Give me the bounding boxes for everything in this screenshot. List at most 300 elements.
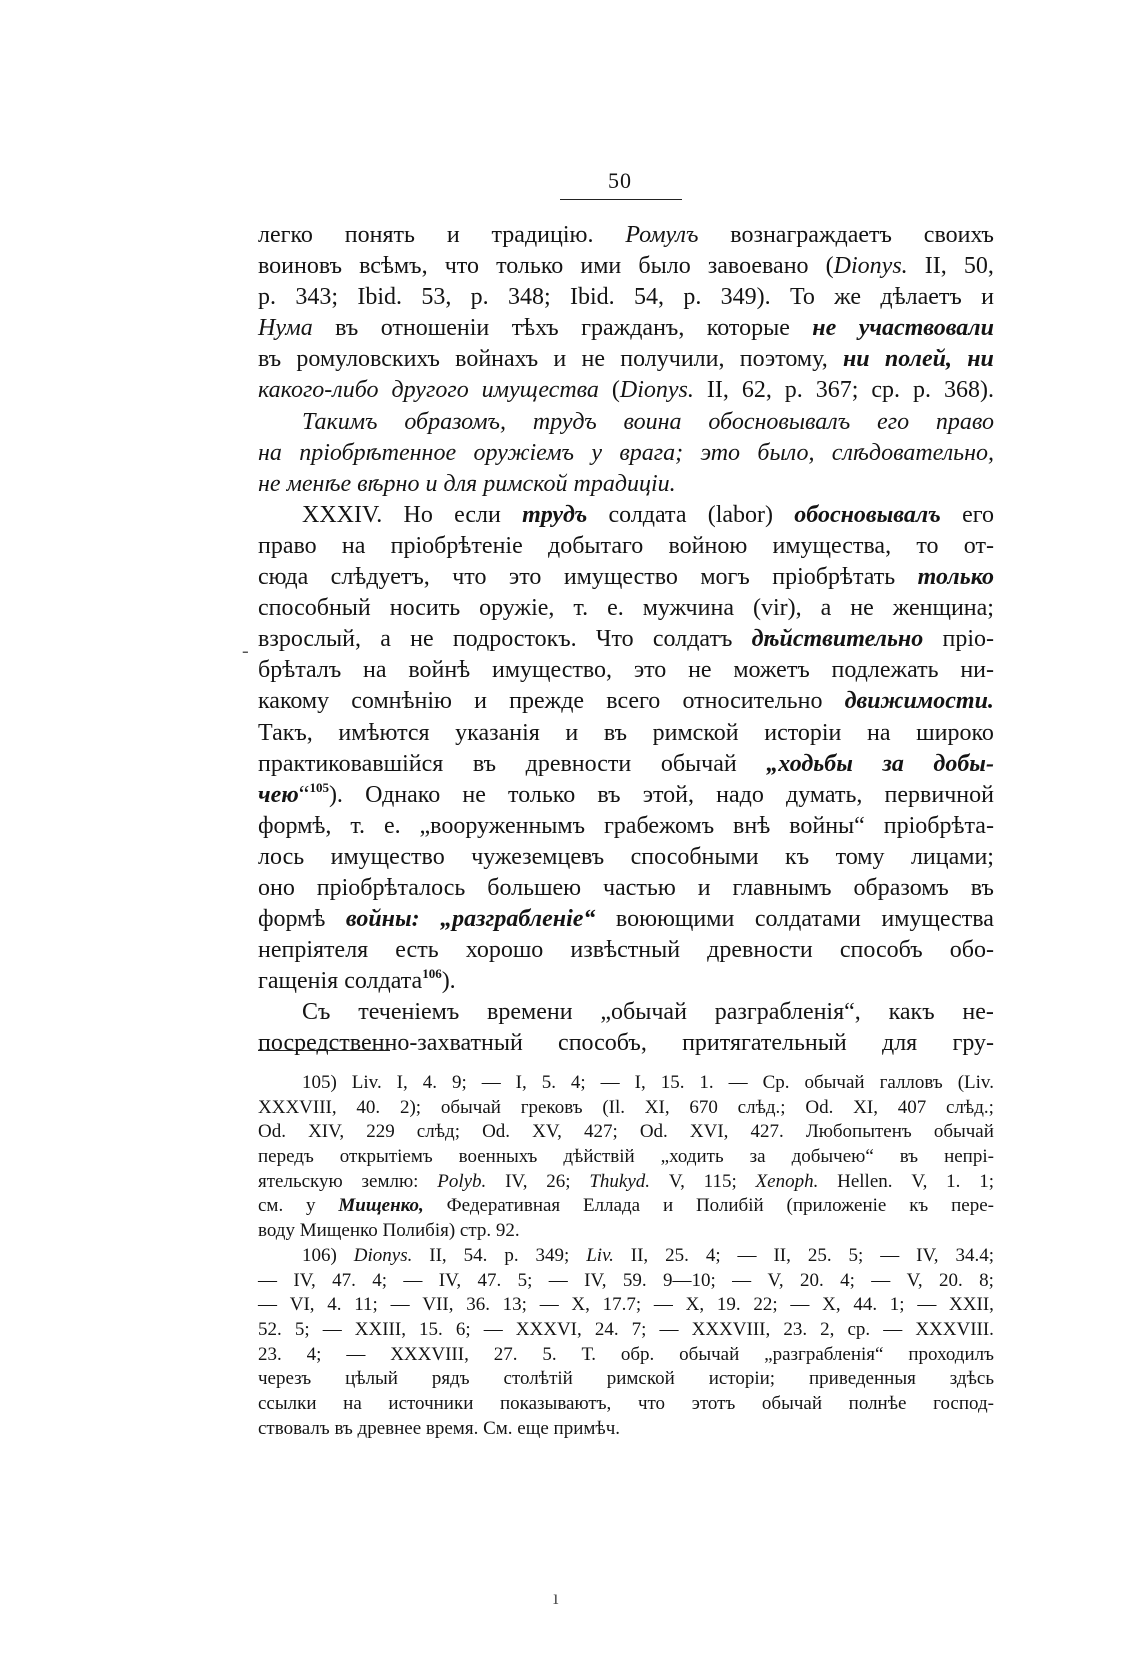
word-group [354,1294,378,1316]
word-group [474,688,487,715]
word-group [358,999,459,1026]
word-group [591,440,602,467]
word: — [917,1294,937,1316]
word-group [357,284,402,311]
word-group [487,875,581,902]
word-group [302,1245,337,1267]
word-group [296,346,440,373]
word: 50, [963,253,994,280]
word: на [343,1392,362,1414]
word-group [526,751,632,778]
word: „вооруженнымъ [419,812,586,839]
word-group [258,1319,282,1341]
word-group [696,1195,764,1217]
word-group [738,1097,786,1119]
word: (приложеніе [786,1195,887,1217]
word-group [964,533,994,560]
text-line [258,626,994,657]
word-group [634,284,664,311]
word-group [889,999,935,1026]
word-group [918,564,994,591]
word: легко [258,222,313,248]
word: ни [842,346,870,373]
word-group [669,1171,685,1193]
word-group [482,377,599,404]
word-group [453,626,577,653]
word-group [707,377,729,404]
word: — [728,1072,748,1093]
word: 427. [750,1121,784,1143]
word-group [692,1393,736,1415]
word: 5; [848,1244,864,1266]
word-group [924,222,994,249]
word: 229 [366,1121,395,1143]
word: теченіемъ [358,999,460,1026]
word: т. [350,812,366,839]
word: исторіи [764,719,842,746]
text-line [258,968,994,999]
word: и [425,470,438,497]
text-line [258,440,994,471]
word-group [586,1245,614,1267]
word: и [981,284,994,311]
word-group [845,688,994,715]
word-group [967,346,994,373]
word: V, [668,1170,685,1192]
word-group [981,284,994,311]
word: Ibid. [357,284,402,311]
text-line [258,1030,994,1061]
word: имущества, [772,532,892,559]
word-group [558,1030,647,1057]
word-group [334,1418,352,1440]
word: исторіи; [708,1368,776,1390]
word: черезъ [258,1368,312,1390]
word: только [508,781,576,808]
word-group [604,813,714,840]
word-group [439,1270,461,1292]
word: 53, [421,284,452,311]
word: обычай [804,1072,865,1093]
text-line [258,377,994,408]
footnote-line [258,1418,994,1443]
word-group [837,1171,892,1193]
word: — [790,1294,810,1316]
word-group [849,1393,907,1415]
word-group [258,440,282,467]
word-group [900,1146,918,1168]
word: слѣд.; [946,1096,994,1118]
word-group [612,377,694,404]
word-group [335,315,358,342]
word-group [944,377,994,404]
word: это [508,564,542,591]
word-group [738,1245,757,1267]
word-group [631,844,759,871]
word: которые [706,315,790,342]
word: Liv. [586,1244,614,1266]
word-group [484,1319,503,1341]
word: сомнѣнію [351,688,452,715]
word: не [850,595,874,622]
word: Od. [805,1096,834,1118]
word: и [565,719,579,746]
word: оружіемъ [473,439,575,466]
word: „ходьбы [766,750,853,777]
word: древности [525,750,632,777]
word: передъ [258,1146,314,1168]
word: въ [472,750,497,777]
word-group [580,253,621,280]
word: „разграбленія“ [764,1343,884,1365]
word: и [697,874,711,901]
word: войнахъ [455,346,539,373]
word-group [596,626,634,653]
word-group [357,471,419,498]
text-line [258,222,994,253]
word: 4. [422,1072,437,1093]
word-group [500,1393,611,1415]
word-group [571,1294,589,1316]
word: для [881,1030,918,1057]
word: всѣмъ, [359,253,428,280]
word-group [496,1220,520,1242]
word-group [949,1294,994,1316]
word-group [624,409,682,436]
word: въ [334,1417,353,1439]
word-group [343,1393,362,1415]
word: XXXVIII, [691,1318,771,1340]
word-group [958,1072,994,1094]
word: Что [595,626,634,653]
word: Но [403,501,433,528]
word-group [421,284,451,311]
word: приведенныя [809,1368,916,1390]
word: на [341,532,366,559]
word: добы- [933,750,994,777]
word-group [445,253,479,280]
word-group [554,1418,620,1440]
word: что [444,253,479,280]
word-group [258,1418,330,1440]
word: V, [767,1269,784,1291]
word-group [849,1245,864,1267]
word-group [853,1294,877,1316]
word-group [258,906,325,933]
word-group [400,1097,421,1119]
word: — [600,1072,620,1093]
word: Hellen. [837,1170,893,1192]
footnote-line [258,1319,994,1344]
word: солдата [344,968,423,995]
word-group [643,595,734,622]
word-group [944,1146,994,1168]
word-group [258,1030,523,1057]
footnote-line [258,1220,994,1245]
word: 115; [703,1170,737,1192]
word-group [466,1294,490,1316]
word: 4; [372,1269,388,1291]
word: Полибій [695,1195,764,1217]
word-group [885,782,994,809]
word-group [603,1294,642,1316]
word: Ромулъ [625,222,699,248]
word-group [946,1171,960,1193]
word: обычай [660,750,737,777]
word-group [885,346,952,373]
word: воду [258,1220,295,1242]
word-group [482,1121,510,1143]
word-group [425,471,437,498]
word: полнѣе [848,1392,907,1414]
word: традицію. [491,222,594,248]
word-group [877,409,909,436]
word: а [820,595,832,622]
word: способными [630,843,759,870]
word: XXIII, [354,1318,406,1340]
word: вѣрно [357,470,420,497]
footnote-line [258,1146,994,1171]
word-group [773,533,892,560]
word: частью [603,874,676,901]
word-group [380,626,391,653]
word: 17.7; [602,1294,642,1316]
word-group [822,1294,840,1316]
word-group [540,1294,559,1316]
word-group [625,222,698,249]
word: „ходить [660,1146,724,1168]
word-group [933,751,994,778]
word: римской [652,719,739,746]
word: 19. [716,1294,741,1316]
text-line [258,502,994,533]
word-group [880,1245,899,1267]
word-group [884,813,994,840]
word: способный [258,595,371,622]
word: формѣ [258,906,326,933]
word: 1. [699,1072,714,1093]
word: ссылки [258,1392,317,1414]
word-group [258,626,361,653]
word: X, [571,1294,590,1316]
word-group [621,1344,654,1366]
word-group [505,1171,527,1193]
word: слѣдуетъ, [330,564,430,591]
word: образомъ [853,874,949,901]
word-group [345,1368,398,1390]
word-group [512,315,559,342]
word-group [792,1146,874,1168]
word: Такимъ [302,408,378,435]
word: 1; [889,1294,905,1316]
word-group [607,1368,675,1390]
word-group [542,1344,556,1366]
word-group [345,222,415,249]
footnotes [258,1072,994,1442]
word: это [633,657,667,684]
word: имущества [881,906,994,933]
word-group [653,626,732,653]
word-group [533,409,597,436]
word-group [934,1121,994,1143]
word: 25. [807,1244,832,1266]
word-group [258,875,295,902]
word: въ [899,1146,919,1168]
word-group [603,875,676,902]
text-line [258,409,994,440]
word-group [880,284,961,311]
word: 349). [720,284,771,311]
word-group [258,253,342,280]
word: обосновывалъ [708,408,851,435]
word-group [517,1418,549,1440]
word: — [880,1244,900,1266]
word-group [323,1319,342,1341]
text-line [258,657,994,688]
word-group [381,315,490,342]
word: лицами; [910,843,994,870]
word-group [258,1294,277,1316]
word-group [663,1270,716,1292]
word: — [737,1244,757,1266]
word-group [582,1344,596,1366]
word-group [362,1171,419,1193]
text-line [258,844,994,875]
footnote-line [258,1171,994,1196]
word-group [962,999,994,1026]
word: сюда [258,564,309,591]
word: чею [258,781,299,808]
word: — [653,1294,673,1316]
word: большею [487,874,582,901]
word: 427; [583,1121,618,1143]
word: пріобрѣталось [316,874,466,901]
word-group [570,937,680,964]
word: Федеративная [446,1195,561,1217]
word-group [258,1270,277,1292]
word: на [258,439,282,466]
word: разграбленія“, [714,999,861,1026]
word-group [466,937,544,964]
word: X, [685,1294,705,1316]
word: 44. [853,1294,878,1316]
word-group [606,688,660,715]
word-group [391,377,468,404]
word-group [327,1294,341,1316]
word: 368). [943,377,994,404]
word: 4; [306,1343,322,1365]
word: — [871,1269,891,1291]
word-group [287,471,352,498]
word-group [452,564,486,591]
word-group [715,999,861,1026]
word-group [441,1097,501,1119]
word-group [390,595,460,622]
word: VI, [289,1294,315,1316]
word: p. [470,284,489,311]
word: 343; [295,284,338,311]
word-group [363,657,387,684]
word-group [258,1344,282,1366]
word: IV, [293,1269,316,1291]
word: непріятеля [258,937,369,964]
word-group [447,1195,561,1217]
word-group [821,595,832,622]
word: у [306,1195,316,1217]
word-group [717,1294,741,1316]
word-group [979,1270,994,1292]
word: „разграбленіе“ [440,906,596,933]
word-group [258,222,313,249]
word: его [877,408,910,435]
word-group [805,1072,865,1094]
word-group [679,1344,739,1366]
word: столѣтій [503,1368,573,1390]
word-group [663,1195,673,1217]
word: открытіемъ [339,1146,433,1168]
word: не [462,781,486,808]
word-group [939,1270,963,1292]
word-group [395,937,438,964]
word-group [665,1245,689,1267]
word-group [573,595,588,622]
word: слѣд.; [737,1096,786,1118]
word: можетъ [733,657,810,684]
text-line [258,813,994,844]
word-group [258,751,443,778]
word-group [623,1270,647,1292]
word: 7; [631,1318,647,1340]
word: имѣются [338,719,430,746]
word: древности [707,937,813,964]
word: II, [429,1244,447,1266]
word-group [882,751,903,778]
word-group [417,1121,460,1143]
word-group [708,502,773,529]
word-group [437,1171,486,1193]
word-group [753,1294,777,1316]
text-line [258,906,994,937]
word: ромуловскихъ [296,346,440,373]
word: войны“ [789,812,865,839]
word-group [487,999,573,1026]
word: 34.4; [955,1244,994,1266]
word: II, [630,1244,649,1266]
word-group [960,657,994,684]
word: (labor) [707,501,774,528]
word: участвовали [858,315,994,342]
word-group [383,1220,456,1242]
word-group [709,1368,775,1390]
word: въ [597,781,621,808]
word: что [452,564,487,591]
word: добытаго [547,532,644,559]
word: 670 [689,1096,718,1118]
word: XXII, [949,1294,994,1316]
footnote-separator [258,1050,390,1051]
word: X, [822,1294,841,1316]
word: I, [634,1072,646,1093]
word: 92. [495,1220,520,1242]
word: воиновъ [258,253,342,280]
word: XI, [644,1096,670,1118]
footnote-line [258,1393,994,1418]
word: внѣ [733,812,771,839]
word-group [704,1171,737,1193]
word: главнымъ [732,874,832,901]
footnote-reference: 105 [309,779,329,795]
word: посредственно-захватный [258,1030,523,1057]
